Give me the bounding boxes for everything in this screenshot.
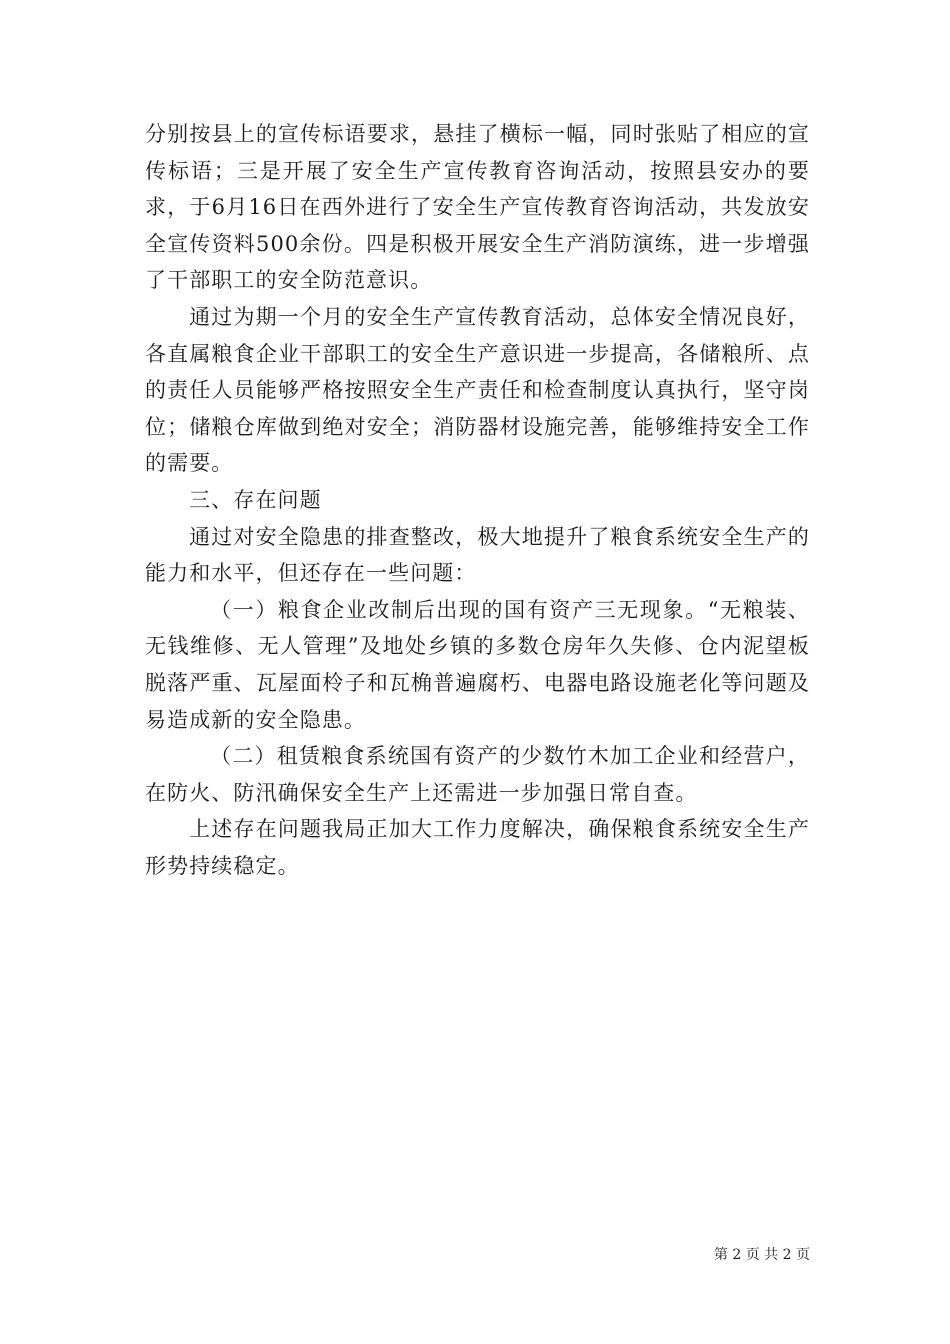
- document-body: [145, 116, 810, 884]
- paragraph-conclusion: 上述存在问题我局正加大工作力度解决，确保粮食系统安全生产形势持续稳定。: [145, 817, 810, 878]
- paragraph-problem-1: （一）粮食企业改制后出现的国有资产三无现象。“无粮装、无钱维修、无人管理”及地处乡镇的多数仓房年久失修、仓内泥望板脱落严重、瓦屋面柃子和瓦桷普遍腐朽、电器电路设施老化等问题及易造成新的安全隐患。: [145, 597, 810, 732]
- section-heading: 三、存在问题: [189, 487, 322, 512]
- paragraph-problems-intro: 通过对安全隐患的排查整改，极大地提升了粮食系统安全生产的能力和水平，但还存在一些问题：: [145, 524, 810, 586]
- page-number: 第 2 页 共 2 页: [713, 1247, 810, 1263]
- paragraph-continuation: 分别按县上的宣传标语要求，悬挂了横标一幅，同时张贴了相应的宣传标语；三是开展了安全生产宣传教育咨询活动，按照县安办的要求，于6月16日在西外进行了安全生产宣传教育咨询活动，共发放安全宣传资料500余份。四是积极开展安全生产消防演练，进一步增强了干部职工的安全防范意识。: [145, 122, 810, 293]
- paragraph-problem-2: （二）租赁粮食系统国有资产的少数竹木加工企业和经营户，在防火、防汛确保安全生产上还需进一步加强日常自查。: [145, 744, 810, 805]
- paragraph-summary: 通过为期一个月的安全生产宣传教育活动，总体安全情况良好，各直属粮食企业干部职工的安全生产意识进一步提高，各储粮所、点的责任人员能够严格按照安全生产责任和检查制度认真执行，坚守岗位；储粮仓库做到绝对安全；消防器材设施完善，能够维持安全工作的需要。: [145, 304, 810, 476]
